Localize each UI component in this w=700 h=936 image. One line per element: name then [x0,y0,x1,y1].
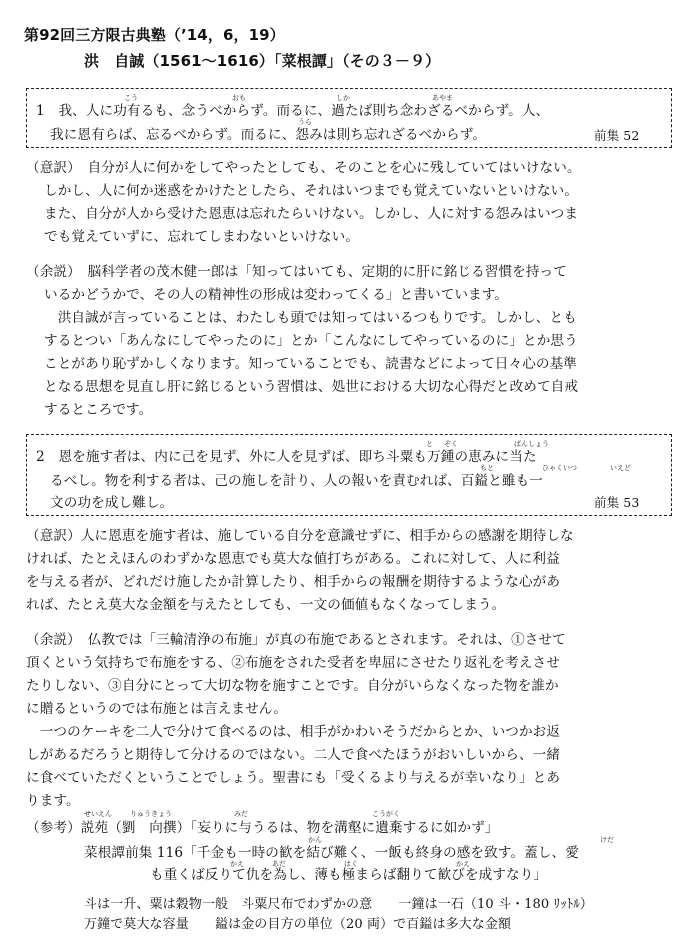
ruby-text: しか [336,94,350,102]
ruby-text: みだ [234,810,248,818]
translation-line: （意訳）人に恩恵を施す者は、施している自分を意識せずに、相手からの感謝を期待しな [26,528,574,544]
translation-line: れば、たとえ莫大な金額を与えたとしても、一文の価値もなくなってしまう。 [26,597,506,613]
ruby-text: ひゃくいつ [542,464,577,472]
commentary-line: たりしない、③自分にとって大切な物を施すことです。自分がいらなくなった物を誰か [26,678,559,694]
ruby-text: こう [124,94,138,102]
commentary-line: となる思想を見直し肝に銘じるという習慣は、処世における大切な心得だと改めて自戒 [44,379,579,395]
translation-line: また、自分が人から受けた恩恵は忘れたらいけない。しかし、人に対する怨みはいつま [44,206,579,222]
ruby-text: いえど [610,464,631,472]
header-title: 第92回三方限古典塾（’14，6，19） [24,26,285,44]
commentary-line: に食べていただくということでしょう。聖書にも「受くるより与えるが幸いなり」とあ [26,770,561,786]
commentary-line: いるかどうかで、その人の精神性の形成は変わってくる」と書いています。 [44,287,509,303]
ruby-text: あだ [272,860,286,868]
ruby-text: かえ [230,860,244,868]
translation-line: を与える者が、どれだけ施したか計算したり、相手からの報酬を期待するような心があ [26,574,561,590]
commentary-line: するとつい「あんなにしてやったのに」とか「こんなにしてやっているのに」とか思う [44,333,578,349]
commentary-line: に贈るというのでは布施とは言えません。 [26,701,287,717]
translation-line: （意訳） 自分が人に何かをしてやったとしても、そのことを心に残していてはいけない。 [26,160,581,176]
commentary-line: しがあるだろうと期待して分けるのではない。二人で食べたほうがおいしいから、一緒 [26,747,561,763]
ruby-text: りゅうきょう [130,810,172,818]
commentary-line: 頂くという気持ちで布施をする、②布施をされた受者を卑屈にさせたり返礼を考えさせ [26,655,560,671]
ruby-text: と [426,440,433,448]
reference-label: 前集 53 [594,495,640,510]
ruby-text: あやま [432,94,453,102]
commentary-line: （余説） 仏教では「三輪清浄の布施」が真の布施であるとされます。それは、①させて [26,632,566,648]
ruby-text: こうがく [372,810,400,818]
ruby-text: はく [344,860,358,868]
ruby-text: ぞく [444,440,458,448]
note-line: 斗は一升、粟は穀物一般 斗粟尺布でわずかの意 一鐘は一石（10 斗・180 ﾘｯﾄﾙ） [84,897,594,912]
ruby-text: もと [480,464,494,472]
translation-line: でも覚えていずに、忘れてしまわないといけない。 [44,229,359,245]
ruby-text: おも [232,94,246,102]
quote-text-line: 1 我、人に功有るも、念うべからず。而るに、過たば則ち念わざるべからず。人、 [36,103,550,119]
commentary-line: するところです。 [44,402,153,418]
translation-line: ければ、たとえほんのわずかな恩恵でも莫大な値打ちがある。これに対して、人に利益 [26,551,560,567]
reference-line: も重くば反りて仇を為し、薄も極まらば翻りて歓びを成すなり」 [150,867,548,883]
commentary-line: ります。 [26,793,80,809]
commentary-line: ことがあり恥ずかしくなります。知っていることでも、読書などによって日々心の基準 [44,356,577,372]
ruby-text: かん [308,836,322,844]
note-line: 万鐘で莫大な容量 鎰は金の目方の単位（20 両）で百鎰は多大な金額 [84,917,512,932]
ruby-text: うら [298,118,312,126]
commentary-line: （余説） 脳科学者の茂木健一郎は「知ってはいても、定期的に肝に銘じる習慣を持って [26,264,567,280]
reference-line: 菜根譚前集 116「千金も一時の歓を結び難く、一飯も終身の感を致す。蓋し、愛 [84,845,579,861]
ruby-text: かえ [456,860,470,868]
reference-label: 前集 52 [594,128,640,143]
ruby-text: せいえん [84,810,112,818]
translation-line: しかし、人に何か迷惑をかけたとしたら、それはいつまでも覚えていないといけない。 [44,183,579,199]
header-subtitle: 洪 自誠（1561〜1616）「菜根譚」（その３－９） [84,52,441,70]
quote-text-line: 2 恩を施す者は、内に己を見ず、外に人を見ずば、即ち斗粟も万鍾の恵みに当た [36,449,537,465]
reference-line: （参考）説苑（劉 向撰）「妄りに与うるは、物を溝壑に遺棄するに如かず」 [26,820,499,836]
ruby-text: けだ [600,836,614,844]
commentary-line: 洪自誠が言っていることは、わたしも頭では知ってはいるつもりです。しかし、とも [44,310,577,326]
commentary-line: 一つのケーキを二人で分けて食べるのは、相手がかわいそうだからとか、いつかお返 [26,724,561,740]
quote-text-line: るべし。物を利する者は、己の施しを計り、人の報いを責むれば、百鎰と雖も一 [50,473,543,489]
quote-text-line: 文の功を成し難し。 [50,495,174,511]
ruby-text: ばんしょう [514,440,549,448]
quote-text-line: 我に恩有らば、忘るべからず。而るに、怨みは則ち忘れざるべからず。 [50,127,487,143]
